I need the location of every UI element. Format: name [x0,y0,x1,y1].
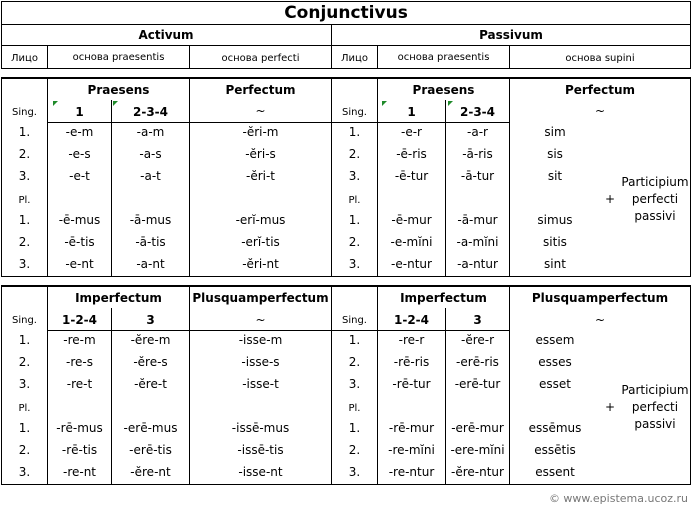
passive-aux-form: sint [544,257,566,271]
active-form-col-b: -erē-tis [129,443,172,457]
passive-form-col-b: -a-r [467,125,488,139]
passive-form-col-b: -erē-tur [454,377,501,391]
active-form-col-b: -a-s [139,147,162,161]
active-form-col-b: -ĕre-nt [130,465,171,479]
passive-form-col-a: -e-mĭni [390,235,433,249]
active-form-col-a: -rē-tis [61,443,98,457]
tilde-plusquam-active: ~ [255,313,266,327]
person-number-active: 1. [18,213,31,227]
passive-form-col-b: -ere-mĭni [450,443,505,457]
person-number-passive: 2. [348,235,361,249]
person-label-active: Лицо [11,53,38,64]
passive-form-col-b: -ā-ris [462,147,493,161]
passive-form-col-a: -re-r [398,333,425,347]
active-form-col-c: -ĕri-m [242,125,279,139]
conj-3-active: 3 [146,313,155,327]
passive-form-col-b: -erē-ris [456,355,499,369]
plusquam-heading-active: Plusquamperfectum [192,291,329,305]
active-form-col-b: -ĕre-s [133,355,168,369]
passive-form-col-a: -e-r [401,125,422,139]
pl-label-active: Pl. [18,195,31,206]
page-title: Conjunctivus [284,3,408,23]
person-number-active: 2. [18,443,31,457]
passive-form-col-b: -ā-tur [460,169,495,183]
participle-line-2: perfecti [631,400,679,414]
participle-line-3: passivi [634,209,676,223]
imperfectum-heading-active: Imperfectum [75,291,162,305]
plusquam-heading-passive: Plusquamperfectum [531,291,669,305]
passive-form-col-a: -ē-tur [394,169,429,183]
active-form-col-c: -ĕri-t [245,169,275,183]
person-number-active: 2. [18,355,31,369]
person-number-active: 3. [18,169,31,183]
active-form-col-c: -isse-nt [238,465,283,479]
active-form-col-c: -erĭ-mus [235,213,286,227]
passive-form-col-b: -erē-mur [451,421,504,435]
person-number-passive: 1. [348,125,361,139]
active-form-col-c: -ĕri-nt [242,257,279,271]
passive-aux-form: simus [537,213,573,227]
passive-aux-form: sis [547,147,563,161]
tilde-perfect-passive: ~ [594,104,606,118]
participle-line-1: Participium [621,383,689,397]
person-number-active: 3. [18,465,31,479]
active-form-col-c: -isse-m [238,333,283,347]
person-number-passive: 2. [348,355,361,369]
passive-praesentis-stem: основа praesentis [397,52,490,63]
active-voice-heading: Activum [138,28,194,42]
participle-line-3: passivi [634,417,676,431]
active-form-col-a: -rē-mus [56,421,103,435]
active-form-col-a: -re-s [66,355,93,369]
active-form-col-b: -a-t [140,169,161,183]
active-form-col-b: -a-m [136,125,165,139]
person-number-active: 3. [18,257,31,271]
passive-form-col-a: -e-ntur [391,257,432,271]
perfectum-heading-passive: Perfectum [564,83,636,97]
person-number-passive: 2. [348,443,361,457]
person-number-active: 2. [18,147,31,161]
active-form-col-b: -ā-tis [135,235,166,249]
passive-form-col-a: -re-mĭni [388,443,435,457]
passive-form-col-a: -rē-tur [392,377,431,391]
passive-aux-form: essem [535,333,575,347]
passive-supini-stem: основа supini [565,53,635,64]
person-number-active: 1. [18,421,31,435]
active-form-col-a: -e-nt [65,257,94,271]
conj-1-active: 1 [75,105,84,119]
passive-form-col-b: -ĕre-r [460,333,495,347]
passive-form-col-b: -a-ntur [457,257,498,271]
person-number-passive: 1. [348,421,361,435]
passive-aux-form: esset [539,377,571,391]
conj-124-passive: 1-2-4 [393,313,429,327]
active-form-col-b: -ĕre-m [130,333,171,347]
passive-form-col-b: -ā-mur [457,213,498,227]
person-number-active: 1. [18,125,31,139]
imperfectum-heading-passive: Imperfectum [400,291,487,305]
passive-form-col-a: -ē-ris [396,147,427,161]
conj-234-passive: 2-3-4 [459,105,495,119]
passive-aux-form: essent [535,465,575,479]
passive-form-col-a: -ē-mur [391,213,432,227]
active-form-col-b: -erē-mus [123,421,178,435]
praesens-heading-passive: Praesens [412,83,475,97]
active-form-col-a: -re-t [66,377,93,391]
sing-label-active: Sing. [12,107,37,118]
person-number-active: 3. [18,377,31,391]
person-label-passive: Лицо [341,53,368,64]
person-number-passive: 3. [348,377,361,391]
passive-aux-form: sit [547,169,563,183]
passive-aux-form: essēmus [528,421,582,435]
active-form-col-c: -issē-tis [237,443,284,457]
conj-234-active: 2-3-4 [132,105,168,119]
passive-form-col-a: -re-ntur [388,465,435,479]
praesens-heading-active: Praesens [87,83,150,97]
plus-sign: + [604,400,616,414]
person-number-active: 1. [18,333,31,347]
passive-voice-heading: Passivum [479,28,543,42]
active-form-col-a: -e-s [68,147,91,161]
conj-1-passive: 1 [407,105,416,119]
person-number-passive: 3. [348,465,361,479]
pl-label-active: Pl. [18,403,31,414]
passive-aux-form: sitis [543,235,567,249]
active-form-col-b: -a-nt [136,257,165,271]
active-form-col-c: -isse-t [242,377,279,391]
pl-label-passive: Pl. [348,195,361,206]
passive-form-col-b: -a-mĭni [456,235,499,249]
person-number-passive: 1. [348,213,361,227]
active-perfecti-stem: основа perfecti [221,53,300,64]
person-number-active: 2. [18,235,31,249]
active-praesentis-stem: основа praesentis [72,52,165,63]
perfectum-heading-active: Perfectum [225,83,296,97]
active-form-col-a: -e-m [65,125,94,139]
passive-aux-form: essētis [534,443,576,457]
person-number-passive: 3. [348,257,361,271]
active-form-col-c: -issē-mus [231,421,290,435]
tilde-plusquam-passive: ~ [594,313,606,327]
sing-label-passive: Sing. [342,315,367,326]
person-number-passive: 3. [348,169,361,183]
site-watermark: © www.epistema.ucoz.ru [548,492,688,505]
active-form-col-c: -isse-s [241,355,280,369]
conj-124-active: 1-2-4 [61,313,97,327]
passive-aux-form: esses [538,355,572,369]
plus-sign: + [604,192,616,206]
active-form-col-b: -ĕre-t [134,377,167,391]
active-form-col-a: -re-m [63,333,96,347]
sing-label-active: Sing. [12,315,37,326]
active-form-col-c: -erĭ-tis [241,235,280,249]
passive-form-col-a: -rē-ris [393,355,430,369]
pl-label-passive: Pl. [348,403,361,414]
passive-aux-form: sim [544,125,566,139]
active-form-col-a: -e-t [69,169,90,183]
active-form-col-a: -ē-tis [64,235,95,249]
conj-3-passive: 3 [473,313,482,327]
active-form-col-a: -re-nt [62,465,97,479]
participle-line-2: perfecti [631,192,679,206]
tilde-perfect-active: ~ [255,104,266,118]
active-form-col-b: -ā-mus [129,213,172,227]
active-form-col-c: -ĕri-s [245,147,276,161]
participle-line-1: Participium [621,175,689,189]
passive-form-col-b: -ĕre-ntur [451,465,504,479]
passive-form-col-a: -rē-mur [388,421,435,435]
sing-label-passive: Sing. [342,107,367,118]
person-number-passive: 2. [348,147,361,161]
person-number-passive: 1. [348,333,361,347]
active-form-col-a: -ē-mus [58,213,101,227]
